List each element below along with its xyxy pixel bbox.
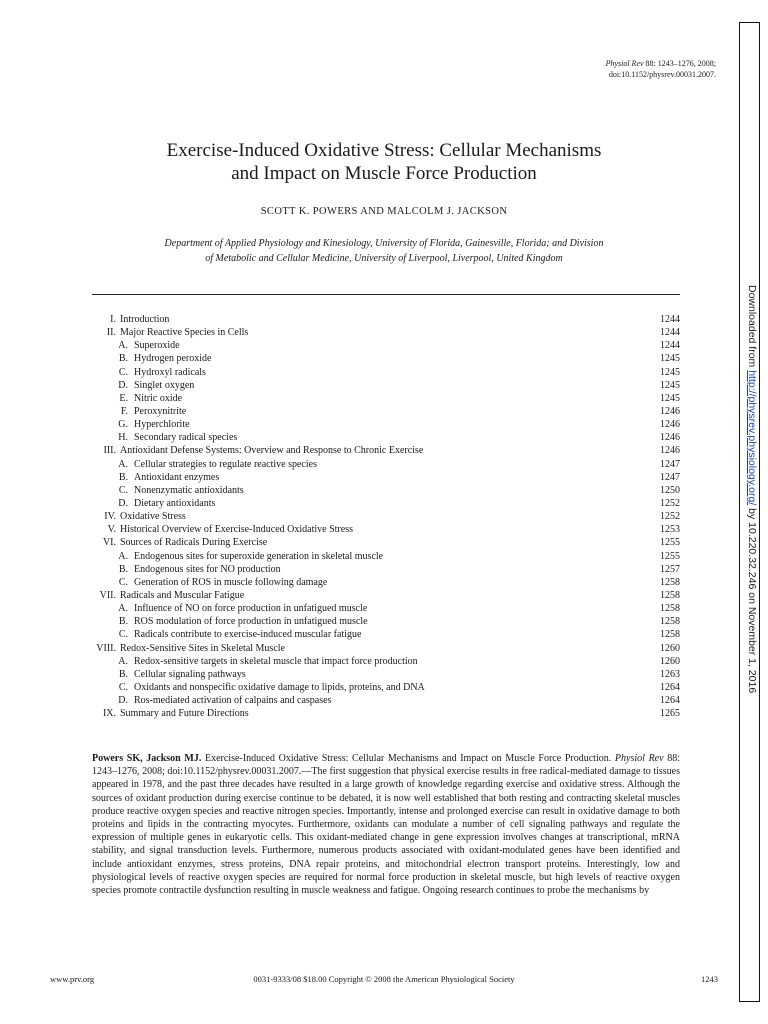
toc-entry-label: Hydroxyl radicals xyxy=(134,366,206,378)
toc-entry[interactable] xyxy=(92,379,680,392)
toc-entry-number: E. xyxy=(119,392,128,404)
toc-entry-page: 1250 xyxy=(660,484,680,496)
toc-entry-number: C. xyxy=(118,484,128,496)
toc-entry[interactable] xyxy=(92,602,680,615)
toc-entry-number: A. xyxy=(118,655,128,667)
toc-entry-page: 1246 xyxy=(660,432,680,444)
toc-entry[interactable] xyxy=(92,510,680,523)
toc-entry-number: B. xyxy=(118,471,128,483)
journal-citation xyxy=(606,58,716,80)
toc-entry-number: G. xyxy=(118,419,128,431)
toc-entry-label: Singlet oxygen xyxy=(134,379,195,391)
toc-entry-label: Summary and Future Directions xyxy=(120,708,249,720)
toc-entry-number: V. xyxy=(107,524,116,536)
toc-entry-label: Endogenous sites for superoxide generation in skeletal muscle xyxy=(134,550,384,562)
abstract-body: The first suggestion that physical exercise results in free radical-mediated damage to tissues appeared in 1978, and the past three decades have resulted in a large growth of knowledge regarding exercise and oxidative stress. Although the sources of oxidant production during exercise continue to be debated, it is now well established that both resting and contracting skeletal muscles produce reactive oxygen species and reactive nitrogen species. Importantly, intense and prolonged exercise can result in oxidative damage to both proteins and lipids in the contracting myocytes. Furthermore, oxidants can modulate a number of cell signaling pathways and regulate the expression of multiple genes in eukaryotic cells. This oxidant-mediated change in gene expression involves changes at transcriptional, mRNA stability, and signal transduction levels. Furthermore, numerous products associated with oxidant-modulated genes have been identified and include antioxidant enzymes, stress proteins, DNA repair proteins, and mitochondrial electron transport proteins. Interestingly, low and physiological levels of reactive oxygen species are required for normal force production in skeletal muscle, but high levels of reactive oxygen species promote contractile dysfunction resulting in muscle weakness and fatigue. Ongoing research continues to probe the mechanisms by xyxy=(92,766,681,897)
title-line-2: and Impact on Muscle Force Production xyxy=(231,163,537,184)
toc-entry-page: 1245 xyxy=(660,353,680,365)
affiliation-line-1: Department of Applied Physiology and Kinesiology, University of Florida, Gainesville, Florida; and Division xyxy=(164,238,604,249)
toc-entry-page: 1246 xyxy=(660,445,680,457)
toc-entry-number: B. xyxy=(118,616,128,628)
toc-entry[interactable] xyxy=(92,471,680,484)
title-line-1: Exercise-Induced Oxidative Stress: Cellular Mechanisms xyxy=(166,140,602,161)
affiliation-line-2: of Metabolic and Cellular Medicine, University of Liverpool, Liverpool, United Kingdom xyxy=(205,253,563,264)
toc-entry-label: Cellular strategies to regulate reactive species xyxy=(134,458,317,470)
toc-entry-number: B. xyxy=(118,668,128,680)
toc-entry[interactable] xyxy=(92,563,680,576)
toc-entry[interactable] xyxy=(92,628,680,641)
toc-entry-label: Generation of ROS in muscle following damage xyxy=(134,576,328,588)
toc-entry[interactable] xyxy=(92,523,680,536)
toc-entry[interactable] xyxy=(92,668,680,681)
toc-entry-page: 1260 xyxy=(660,655,680,667)
toc-entry-label: Major Reactive Species in Cells xyxy=(120,327,249,339)
download-prefix: Downloaded from xyxy=(746,285,758,371)
toc-entry-page: 1244 xyxy=(660,314,680,325)
citation-doi: doi:10.1152/physrev.00031.2007. xyxy=(608,70,716,79)
toc-entry[interactable] xyxy=(92,694,680,707)
toc-entry-page: 1260 xyxy=(660,642,680,654)
toc-entry-number: B. xyxy=(118,353,128,365)
toc-entry[interactable] xyxy=(92,707,680,720)
citation-volume-pages: 88: 1243–1276, 2008; xyxy=(643,59,716,68)
toc-entry-number: D. xyxy=(118,497,128,509)
download-suffix: by 10.220.32.246 on November 1, 2016 xyxy=(746,505,758,694)
toc-entry-label: Radicals and Muscular Fatigue xyxy=(120,589,245,601)
toc-entry-page: 1258 xyxy=(660,576,680,588)
toc-entry-label: ROS modulation of force production in unfatigued muscle xyxy=(134,616,368,628)
toc-entry[interactable] xyxy=(92,550,680,563)
toc-entry[interactable] xyxy=(92,536,680,549)
toc-entry-label: Cellular signaling pathways xyxy=(134,668,246,680)
toc-entry-page: 1255 xyxy=(660,550,680,562)
toc-entry[interactable] xyxy=(92,642,680,655)
toc-entry-label: Historical Overview of Exercise-Induced Oxidative Stress xyxy=(120,524,353,536)
toc-entry[interactable] xyxy=(92,589,680,602)
download-notice xyxy=(746,285,758,693)
toc-entry[interactable] xyxy=(92,366,680,379)
authors: SCOTT K. POWERS AND MALCOLM J. JACKSON xyxy=(260,206,508,217)
article-title xyxy=(84,139,684,185)
footer-website: www.prv.org xyxy=(50,974,95,984)
footer-copyright: 0031-9333/08 $18.00 Copyright © 2008 the American Physiological Society xyxy=(253,974,515,984)
abstract-title: Exercise-Induced Oxidative Stress: Cellular Mechanisms and Impact on Muscle Force Production. xyxy=(201,753,615,764)
toc-entry-page: 1247 xyxy=(660,458,680,470)
toc-entry-page: 1245 xyxy=(660,392,680,404)
toc-entry[interactable] xyxy=(92,431,680,444)
toc-entry-number: C. xyxy=(118,681,128,693)
toc-entry-page: 1244 xyxy=(660,340,680,352)
toc-entry-page: 1265 xyxy=(660,708,680,720)
toc-entry-page: 1246 xyxy=(660,405,680,417)
toc-entry-number: C. xyxy=(118,576,128,588)
toc-entry-number: IX. xyxy=(102,708,116,720)
toc-entry-page: 1252 xyxy=(660,497,680,509)
abstract xyxy=(92,752,680,897)
toc-entry-label: Nitric oxide xyxy=(134,392,183,404)
toc-entry-label: Redox-sensitive targets in skeletal muscle that impact force production xyxy=(134,655,418,667)
toc-entry[interactable] xyxy=(92,418,680,431)
toc-entry-label: Radicals contribute to exercise-induced muscular fatigue xyxy=(134,629,362,641)
toc-entry-label: Hydrogen peroxide xyxy=(134,353,212,365)
toc-entry[interactable] xyxy=(92,339,680,352)
toc-entry[interactable] xyxy=(92,352,680,365)
toc-entry-number: A. xyxy=(118,550,128,562)
toc-entry-number: H. xyxy=(118,432,128,444)
toc-entry[interactable] xyxy=(92,458,680,471)
toc-entry-number: D. xyxy=(118,379,128,391)
toc-entry-number: III. xyxy=(103,445,116,457)
toc-entry-label: Redox-Sensitive Sites in Skeletal Muscle xyxy=(120,642,285,654)
toc-entry-page: 1258 xyxy=(660,629,680,641)
toc-entry[interactable] xyxy=(92,326,680,339)
toc-entry-number: C. xyxy=(118,366,128,378)
toc-entry-label: Endogenous sites for NO production xyxy=(134,563,281,575)
toc-entry-label: Ros-mediated activation of calpains and caspases xyxy=(134,695,332,707)
abstract-journal: Physiol Rev xyxy=(614,753,664,764)
toc-entry-page: 1263 xyxy=(660,668,680,680)
toc-entry[interactable] xyxy=(92,405,680,418)
toc-entry[interactable] xyxy=(92,655,680,668)
toc-entry-label: Superoxide xyxy=(134,340,180,352)
toc-entry-label: Secondary radical species xyxy=(134,432,238,444)
toc-entry[interactable] xyxy=(92,444,680,457)
affiliation xyxy=(88,236,680,266)
citation-journal: Physiol Rev xyxy=(605,59,644,68)
toc-entry[interactable] xyxy=(92,576,680,589)
table-of-contents xyxy=(92,313,680,720)
toc-entry-label: Nonenzymatic antioxidants xyxy=(134,484,244,496)
toc-entry-page: 1258 xyxy=(660,589,680,601)
toc-entry-page: 1258 xyxy=(660,603,680,615)
toc-entry-label: Antioxidant enzymes xyxy=(134,471,220,483)
footer-page-number: 1243 xyxy=(701,974,718,984)
toc-entry[interactable] xyxy=(92,484,680,497)
divider-rule xyxy=(92,294,680,295)
toc-entry-label: Oxidants and nonspecific oxidative damage to lipids, proteins, and DNA xyxy=(134,681,425,693)
toc-entry-page: 1247 xyxy=(660,471,680,483)
toc-entry-number: VII. xyxy=(99,589,116,601)
toc-entry-number: C. xyxy=(118,629,128,641)
toc-entry-page: 1253 xyxy=(660,524,680,536)
abstract-authors: Powers SK, Jackson MJ. xyxy=(92,753,202,764)
toc-entry-label: Peroxynitrite xyxy=(134,405,187,417)
toc-entry[interactable] xyxy=(92,313,680,326)
toc-entry-number: D. xyxy=(118,695,128,707)
toc-entry-number: I. xyxy=(110,314,116,325)
toc-entry-number: VIII. xyxy=(96,642,116,654)
toc-entry-number: A. xyxy=(118,603,128,615)
toc-entry[interactable] xyxy=(92,497,680,510)
toc-entry-page: 1245 xyxy=(660,366,680,378)
toc-entry-number: F. xyxy=(120,405,128,417)
toc-entry-page: 1244 xyxy=(660,327,680,339)
toc-entry-number: IV. xyxy=(104,511,116,523)
toc-entry-label: Sources of Radicals During Exercise xyxy=(120,537,268,549)
toc-entry[interactable] xyxy=(92,615,680,628)
toc-entry[interactable] xyxy=(92,392,680,405)
toc-entry-label: Antioxidant Defense Systems: Overview and Response to Chronic Exercise xyxy=(120,445,424,457)
toc-entry-label: Introduction xyxy=(120,314,170,325)
toc-entry-number: A. xyxy=(118,340,128,352)
toc-entry-page: 1264 xyxy=(660,681,680,693)
toc-entry-label: Dietary antioxidants xyxy=(134,497,216,509)
toc-entry-page: 1252 xyxy=(660,511,680,523)
download-link[interactable]: http://physrev.physiology.org/ xyxy=(746,370,758,506)
toc-entry-number: VI. xyxy=(102,537,116,549)
toc-entry-page: 1255 xyxy=(660,537,680,549)
toc-entry-number: A. xyxy=(118,458,128,470)
toc-entry-page: 1245 xyxy=(660,379,680,391)
abstract-citation: 88: 1243–1276, 2008; doi:10.1152/physrev.00031.2007.— xyxy=(92,753,681,778)
toc-entry[interactable] xyxy=(92,681,680,694)
toc-entry-page: 1258 xyxy=(660,616,680,628)
toc-entry-page: 1246 xyxy=(660,419,680,431)
toc-entry-page: 1257 xyxy=(660,563,680,575)
toc-entry-label: Influence of NO on force production in unfatigued muscle xyxy=(134,603,368,615)
toc-entry-label: Hyperchlorite xyxy=(134,419,190,431)
toc-entry-number: B. xyxy=(118,563,128,575)
toc-entry-number: II. xyxy=(106,327,116,339)
toc-entry-label: Oxidative Stress xyxy=(120,511,186,523)
toc-entry-page: 1264 xyxy=(660,695,680,707)
